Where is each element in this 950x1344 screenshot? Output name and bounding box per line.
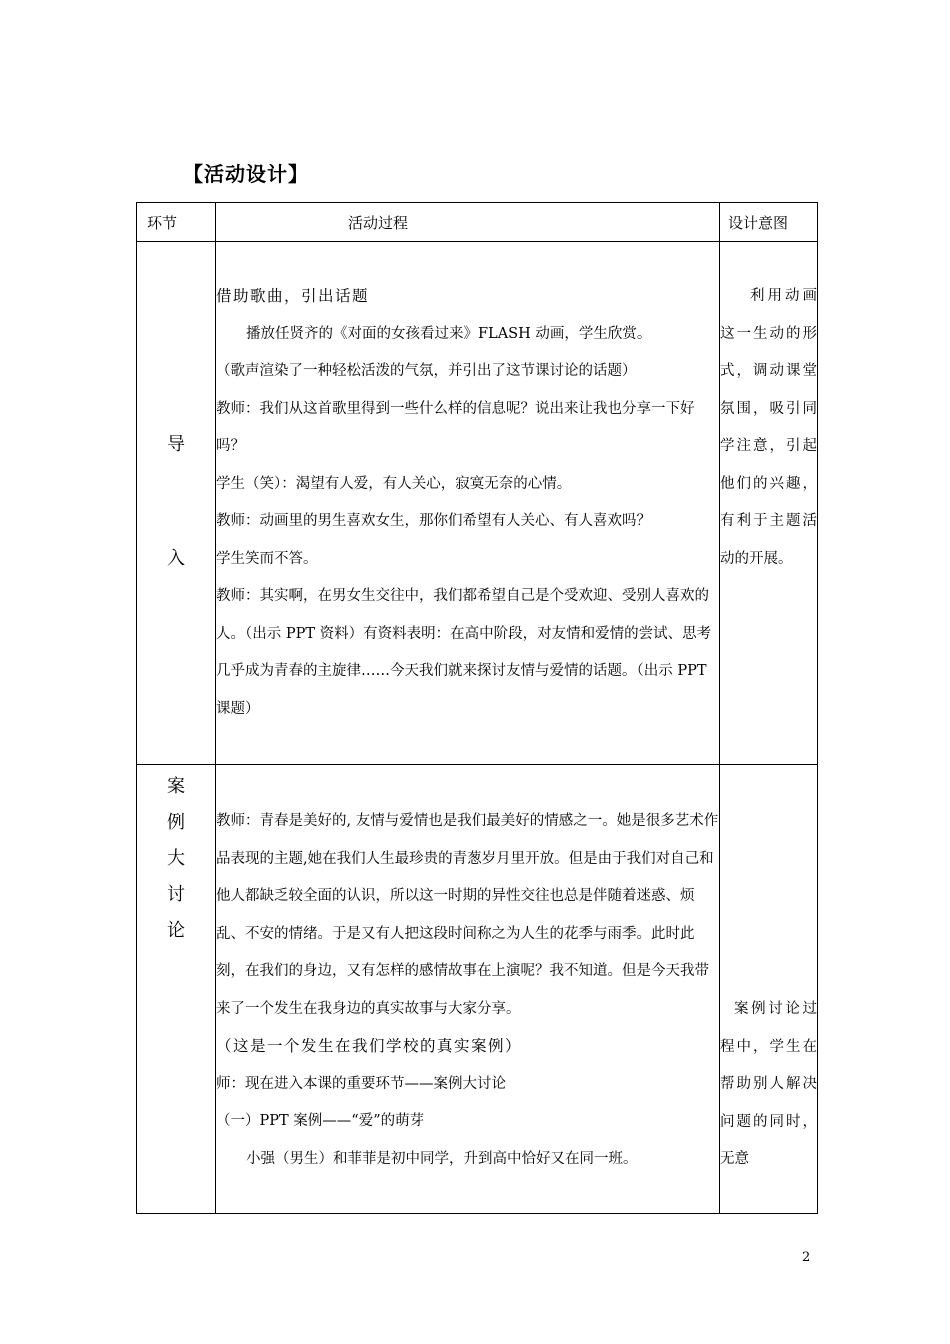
subheading: 借助歌曲，引出话题: [216, 287, 370, 305]
stage-cell-case: [137, 765, 216, 1214]
paragraph: 教师：青春是美好的, 友情与爱情也是我们最美好的情感之一。她是很多艺术作品表现的主题,她在我们人生最珍贵的青葱岁月里开放。但是由于我们对自己和他人都缺乏较全面的认识，所以这一时期的异性交往也总是伴随着迷惑、烦乱、不安的情绪。于是又有人把这段时间称之为人生的花季与雨季。此时此刻，在我们的身边，又有怎样的感情故事在上演呢？我不知道。但是今天我带来了一个发生在我身边的真实故事与大家分享。: [216, 813, 719, 1017]
stage-char: 讨: [167, 884, 185, 905]
intent-text: 利用动画这一生动的形式，调动课堂氛围，吸引同学注意，引起他们的兴趣，有利于主题活动的开展。: [720, 288, 817, 567]
stage-cell-intro: [137, 242, 216, 765]
header-stage: 环节: [137, 203, 216, 242]
activity-design-table: [136, 202, 818, 1214]
subheading: （这是一个发生在我们学校的真实案例）: [216, 1037, 523, 1055]
paragraph: 学生（笑）：渴望有人爱，有人关心，寂寞无奈的心情。: [216, 475, 572, 492]
stage-char: 大: [167, 848, 185, 869]
process-cell-intro: [216, 242, 720, 765]
header-process: 活动过程: [216, 203, 720, 242]
paragraph: （一）PPT 案例——“爱”的萌芽: [216, 1113, 425, 1129]
paragraph: 教师：我们从这首歌里得到一些什么样的信息呢？说出来让我也分享一下好吗？: [216, 400, 695, 454]
table-row: [137, 765, 818, 1214]
paragraph: 学生笑而不答。: [216, 550, 318, 567]
section-title: 【活动设计】: [183, 162, 309, 186]
paragraph: （歌声渲染了一种轻松活泼的气氛，并引出了这节课讨论的话题）: [216, 363, 637, 379]
stage-char: 例: [167, 812, 185, 833]
intent-cell-intro: [720, 242, 818, 765]
paragraph: 小强（男生）和菲菲是初中同学，升到高中恰好又在同一班。: [246, 1150, 638, 1167]
stage-char: 论: [167, 920, 185, 941]
paragraph: 教师：其实啊，在男女生交往中，我们都希望自己是个受欢迎、受别人喜欢的人。（出示 PPT 资料）有资料表明：在高中阶段，对友情和爱情的尝试、思考几乎成为青春的主旋律……今天我们就来探讨友情与爱情的话题。（出示 PPT 课题）: [216, 588, 712, 717]
stage-char: 案: [167, 776, 185, 797]
paragraph: 教师：动画里的男生喜欢女生，那你们希望有人关心、有人喜欢吗？: [216, 513, 651, 529]
paragraph: 播放任贤齐的《对面的女孩看过来》FLASH 动画，学生欣赏。: [246, 325, 652, 342]
process-cell-case: [216, 765, 720, 1214]
header-intent: 设计意图: [720, 203, 818, 242]
page-number: 2: [802, 1250, 811, 1265]
table-row: [137, 242, 818, 765]
intent-text: 案例讨论过程中，学生在帮助别人解决问题的同时，无意: [720, 1001, 817, 1167]
stage-char: 入: [167, 548, 185, 569]
paragraph: 师：现在进入本课的重要环节——案例大讨论: [216, 1075, 506, 1092]
stage-char: 导: [167, 434, 185, 455]
intent-cell-case: [720, 765, 818, 1214]
table-header-row: [137, 203, 818, 242]
